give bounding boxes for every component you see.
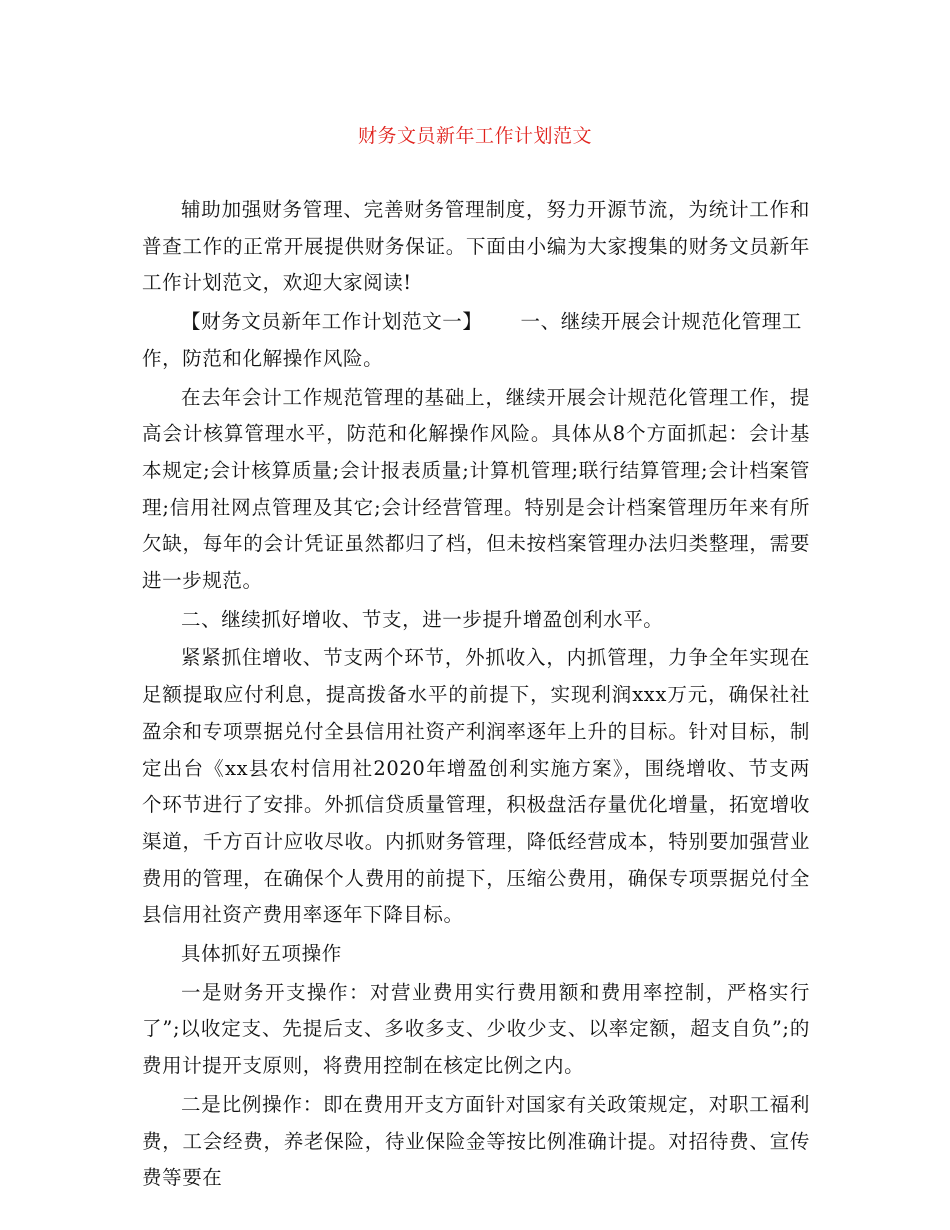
section-label: 【财务文员新年工作计划范文一】 — [181, 310, 483, 334]
paragraph-heading-two: 二、继续抓好增收、节支，进一步提升增盈创利水平。 — [181, 607, 664, 631]
document-body — [142, 192, 810, 1199]
paragraph-section-heading — [142, 304, 810, 377]
paragraph-income-expense: 紧紧抓住增收、节支两个环节，外抓收入，内抓管理，力争全年实现在足额提取应付利息，提高拨备水平的前提下，实现利润xxx万元，确保社社盈余和专项票据兑付全县信用社资产利润率逐年上升的目标。针对目标，制定出台《xx县农村信用社2020年增盈创利实施方案》，围绕增收、节支两个环节进行了安排。外抓信贷质量管理，积极盘活存量优化增量，拓宽增收渠道，千方百计应收尽收。内抓财务管理，降低经营成本，特别要加强营业费用的管理，在确保个人费用的前提下，压缩公费用，确保专项票据兑付全县信用社资产费用率逐年下降目标。 — [142, 646, 810, 927]
section-heading-text: 一、继续开展会计规范化管理工作，防范和化解操作风险。 — [142, 310, 802, 370]
paragraph-operation-two: 二是比例操作：即在费用开支方面针对国家有关政策规定，对职工福利费，工会经费，养老保险，待业保险金等按比例准确计提。对招待费、宣传费等要在 — [142, 1092, 810, 1190]
paragraph-five-operations: 具体抓好五项操作 — [181, 942, 342, 966]
document-title: 财务文员新年工作计划范文 — [357, 125, 592, 147]
paragraph-intro: 辅助加强财务管理、完善财务管理制度，努力开源节流，为统计工作和普查工作的正常开展提供财务保证。下面由小编为大家搜集的财务文员新年工作计划范文，欢迎大家阅读! — [142, 198, 810, 295]
paragraph-operation-one: 一是财务开支操作：对营业费用实行费用额和费用率控制，严格实行了”;以收定支、先提后支、多收多支、少收少支、以率定额，超支自负”;的费用计提开支原则，将费用控制在核定比例之内。 — [142, 980, 810, 1078]
paragraph-accounting-standardization: 在去年会计工作规范管理的基础上，继续开展会计规范化管理工作，提高会计核算管理水平，防范和化解操作风险。具体从8个方面抓起：会计基本规定;会计核算质量;会计报表质量;计算机管理;联行结算管理;会计档案管理;信用社网点管理及其它;会计经营管理。特别是会计档案管理历年来有所欠缺，每年的会计凭证虽然都归了档，但未按档案管理办法归类整理，需要进一步规范。 — [142, 385, 810, 593]
